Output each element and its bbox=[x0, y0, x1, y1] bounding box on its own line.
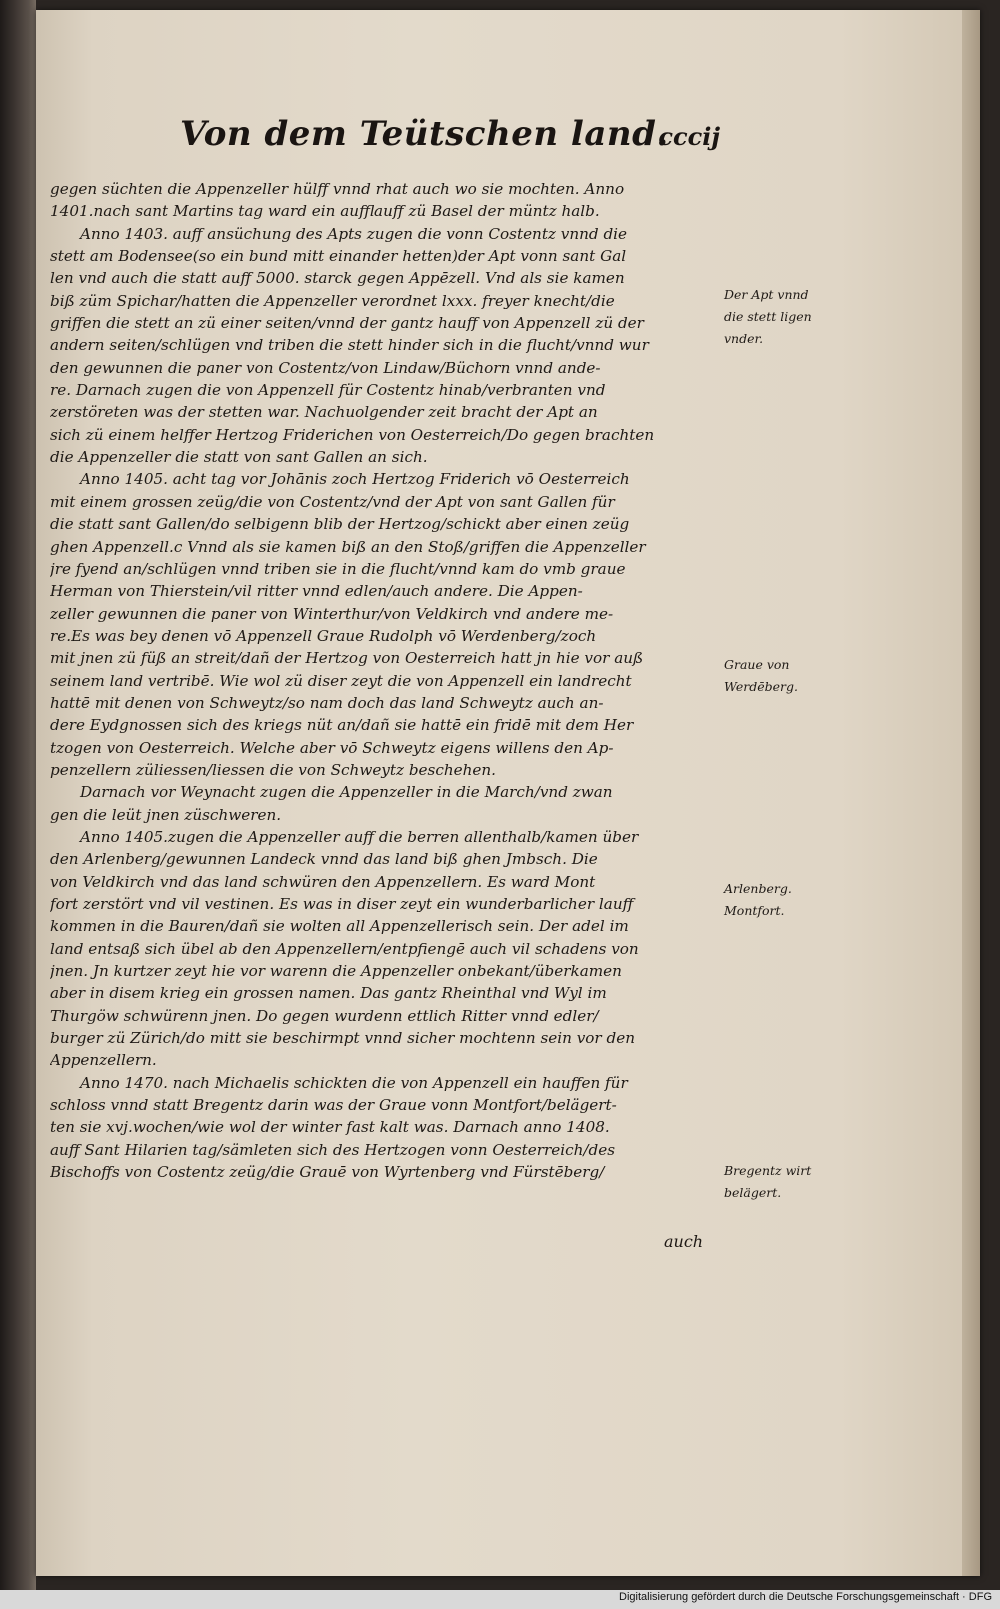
margin-note-line: Bregentz wirt bbox=[724, 1163, 812, 1178]
text-line: gegen süchten die Appenzeller hülff vnnd rhat auch wo sie mochten. Anno bbox=[50, 180, 625, 198]
text-line: von Veldkirch vnd das land schwüren den Appenzellern. Es ward Mont bbox=[50, 872, 596, 891]
text-line: Thurgöw schwürenn jnen. Do gegen wurdenn ettlich Ritter vnnd edler/ bbox=[50, 1006, 599, 1025]
text-line: Herman von Thierstein/vil ritter vnnd edlen/auch andere. Die Appen- bbox=[50, 582, 583, 601]
text-line: kommen in die Bauren/dañ sie wolten all Appenzellerisch sein. Der adel im bbox=[50, 917, 629, 936]
book-binding bbox=[0, 0, 36, 1609]
text-line: andern seiten/schlügen vnd triben die stett hinder sich in die flucht/vnnd wur bbox=[50, 336, 649, 355]
page-title: Von dem Teütschen land. bbox=[180, 114, 669, 154]
paragraph bbox=[50, 223, 720, 469]
text-line: penzellern züliessen/liessen die von Schweytz beschehen. bbox=[50, 760, 496, 779]
text-line: gen die leüt jnen züschweren. bbox=[50, 805, 282, 824]
paragraph bbox=[50, 826, 720, 1072]
text-line: Anno 1470. nach Michaelis schickten die von Appenzell ein hauffen für bbox=[80, 1073, 628, 1092]
text-line: griffen die stett an zü einer seiten/vnnd der gantz hauff von Appenzell zü der bbox=[50, 314, 644, 333]
text-line: Darnach vor Weynacht zugen die Appenzeller in die March/vnd zwan bbox=[80, 783, 613, 802]
text-line: Anno 1405.zugen die Appenzeller auff die berren allenthalb/kamen über bbox=[80, 827, 639, 846]
text-line: zeller gewunnen die paner von Winterthur/von Veldkirch vnd andere me- bbox=[50, 604, 614, 623]
text-line: die Appenzeller die statt von sant Gallen an sich. bbox=[50, 448, 428, 467]
text-line: Bischoffs von Costentz zeüg/die Grauē von Wyrtenberg vnd Fürstēberg/ bbox=[50, 1163, 605, 1182]
text-line: hattē mit denen von Schweytz/so nam doch das land Schweytz auch an- bbox=[50, 693, 604, 712]
margin-note-line: Werdēberg. bbox=[724, 679, 798, 694]
text-line: 1401.nach sant Martins tag ward ein aufflauff zü Basel der müntz halb. bbox=[50, 202, 600, 221]
text-line: jnen. Jn kurtzer zeyt hie vor warenn die Appenzeller onbekant/überkamen bbox=[50, 962, 622, 981]
text-line: seinem land vertribē. Wie wol zü diser zeyt die von Appenzell ein landrecht bbox=[50, 671, 632, 690]
text-line: Anno 1403. auff ansüchung des Apts zugen die vonn Costentz vnnd die bbox=[80, 224, 628, 243]
margin-note-line: belägert. bbox=[724, 1185, 782, 1200]
margin-note-line: Arlenberg. bbox=[724, 881, 792, 896]
margin-note-line: vnder. bbox=[724, 331, 764, 346]
text-line: land entsaß sich übel ab den Appenzellern/entpfiengē auch vil schadens von bbox=[50, 939, 639, 958]
paragraph bbox=[50, 1072, 720, 1184]
text-line: re.Es was bey denen vō Appenzell Graue Rudolph vō Werdenberg/zoch bbox=[50, 626, 597, 645]
text-line: mit jnen zü füß an streit/dañ der Hertzog von Oesterreich hatt jn hie vor auß bbox=[50, 649, 644, 668]
paragraph bbox=[50, 781, 720, 826]
text-line: zerstöreten was der stetten war. Nachuolgender zeit bracht der Apt an bbox=[50, 403, 598, 422]
margin-note-apt bbox=[724, 284, 834, 350]
text-line: len vnd auch die statt auff 5000. starck gegen Appēzell. Vnd als sie kamen bbox=[50, 269, 625, 288]
text-line: jre fyend an/schlügen vnnd triben sie in die flucht/vnnd kam do vmb graue bbox=[50, 559, 626, 578]
text-line: tzogen von Oesterreich. Welche aber vō Schweytz eigens willens den Ap- bbox=[50, 738, 614, 757]
margin-note-bregentz bbox=[724, 1160, 834, 1204]
body-text bbox=[50, 178, 720, 1183]
text-line: auff Sant Hilarien tag/sämleten sich des Hertzogen vonn Oesterreich/des bbox=[50, 1140, 615, 1159]
text-line: re. Darnach zugen die von Appenzell für Costentz hinab/verbranten vnd bbox=[50, 381, 606, 400]
text-line: dere Eydgnossen sich des kriegs nüt an/dañ sie hattē ein fridē mit dem Her bbox=[50, 716, 634, 735]
paragraph bbox=[50, 468, 720, 781]
text-line: Anno 1405. acht tag vor Johānis zoch Hertzog Friderich vō Oesterreich bbox=[80, 470, 630, 489]
text-line: burger zü Zürich/do mitt sie beschirmpt vnnd sicher mochtenn sein vor den bbox=[50, 1029, 636, 1048]
margin-note-werdenberg bbox=[724, 654, 834, 698]
running-head bbox=[180, 108, 720, 168]
text-line: Appenzellern. bbox=[50, 1051, 157, 1070]
text-line: aber in disem krieg ein grossen namen. Das gantz Rheinthal vnd Wyl im bbox=[50, 984, 607, 1003]
text-line: schloss vnnd statt Bregentz darin was der Graue vonn Montfort/belägert- bbox=[50, 1096, 617, 1115]
margin-note-line: Graue von bbox=[724, 657, 790, 672]
margin-note-line: die stett ligen bbox=[724, 309, 812, 324]
footer-bar bbox=[0, 1590, 1000, 1609]
text-line: biß züm Spichar/hatten die Appenzeller verordnet lxxx. freyer knecht/die bbox=[50, 291, 615, 310]
folio-number: cccij bbox=[658, 122, 720, 151]
margin-note-line: Der Apt vnnd bbox=[724, 287, 809, 302]
text-line: den gewunnen die paner von Costentz/von Lindaw/Büchorn vnnd ande- bbox=[50, 358, 601, 377]
text-line: den Arlenberg/gewunnen Landeck vnnd das land biß ghen Jmbsch. Die bbox=[50, 850, 598, 869]
text-line: mit einem grossen zeüg/die von Costentz/vnd der Apt von sant Gallen für bbox=[50, 492, 615, 511]
catchword: auch bbox=[664, 1232, 704, 1251]
text-line: ten sie xvj.wochen/wie wol der winter fast kalt was. Darnach anno 1408. bbox=[50, 1118, 610, 1137]
text-line: sich zü einem helffer Hertzog Friderichen von Oesterreich/Do gegen brachten bbox=[50, 425, 655, 444]
funding-notice: Digitalisierung gefördert durch die Deutsche Forschungsgemeinschaft · DFG bbox=[619, 1591, 992, 1603]
text-line: stett am Bodensee(so ein bund mitt einander hetten)der Apt vonn sant Gal bbox=[50, 247, 627, 266]
margin-note-arlenberg bbox=[724, 878, 834, 922]
text-line: die statt sant Gallen/do selbigenn blib der Hertzog/schickt aber einen zeüg bbox=[50, 515, 630, 534]
paragraph bbox=[50, 178, 720, 223]
page-edge bbox=[962, 10, 980, 1576]
text-line: ghen Appenzell.c Vnnd als sie kamen biß an den Stoß/griffen die Appenzeller bbox=[50, 537, 646, 556]
text-line: fort zerstört vnd vil vestinen. Es was in diser zeyt ein wunderbarlicher lauff bbox=[50, 895, 634, 913]
margin-note-line: Montfort. bbox=[724, 903, 785, 918]
